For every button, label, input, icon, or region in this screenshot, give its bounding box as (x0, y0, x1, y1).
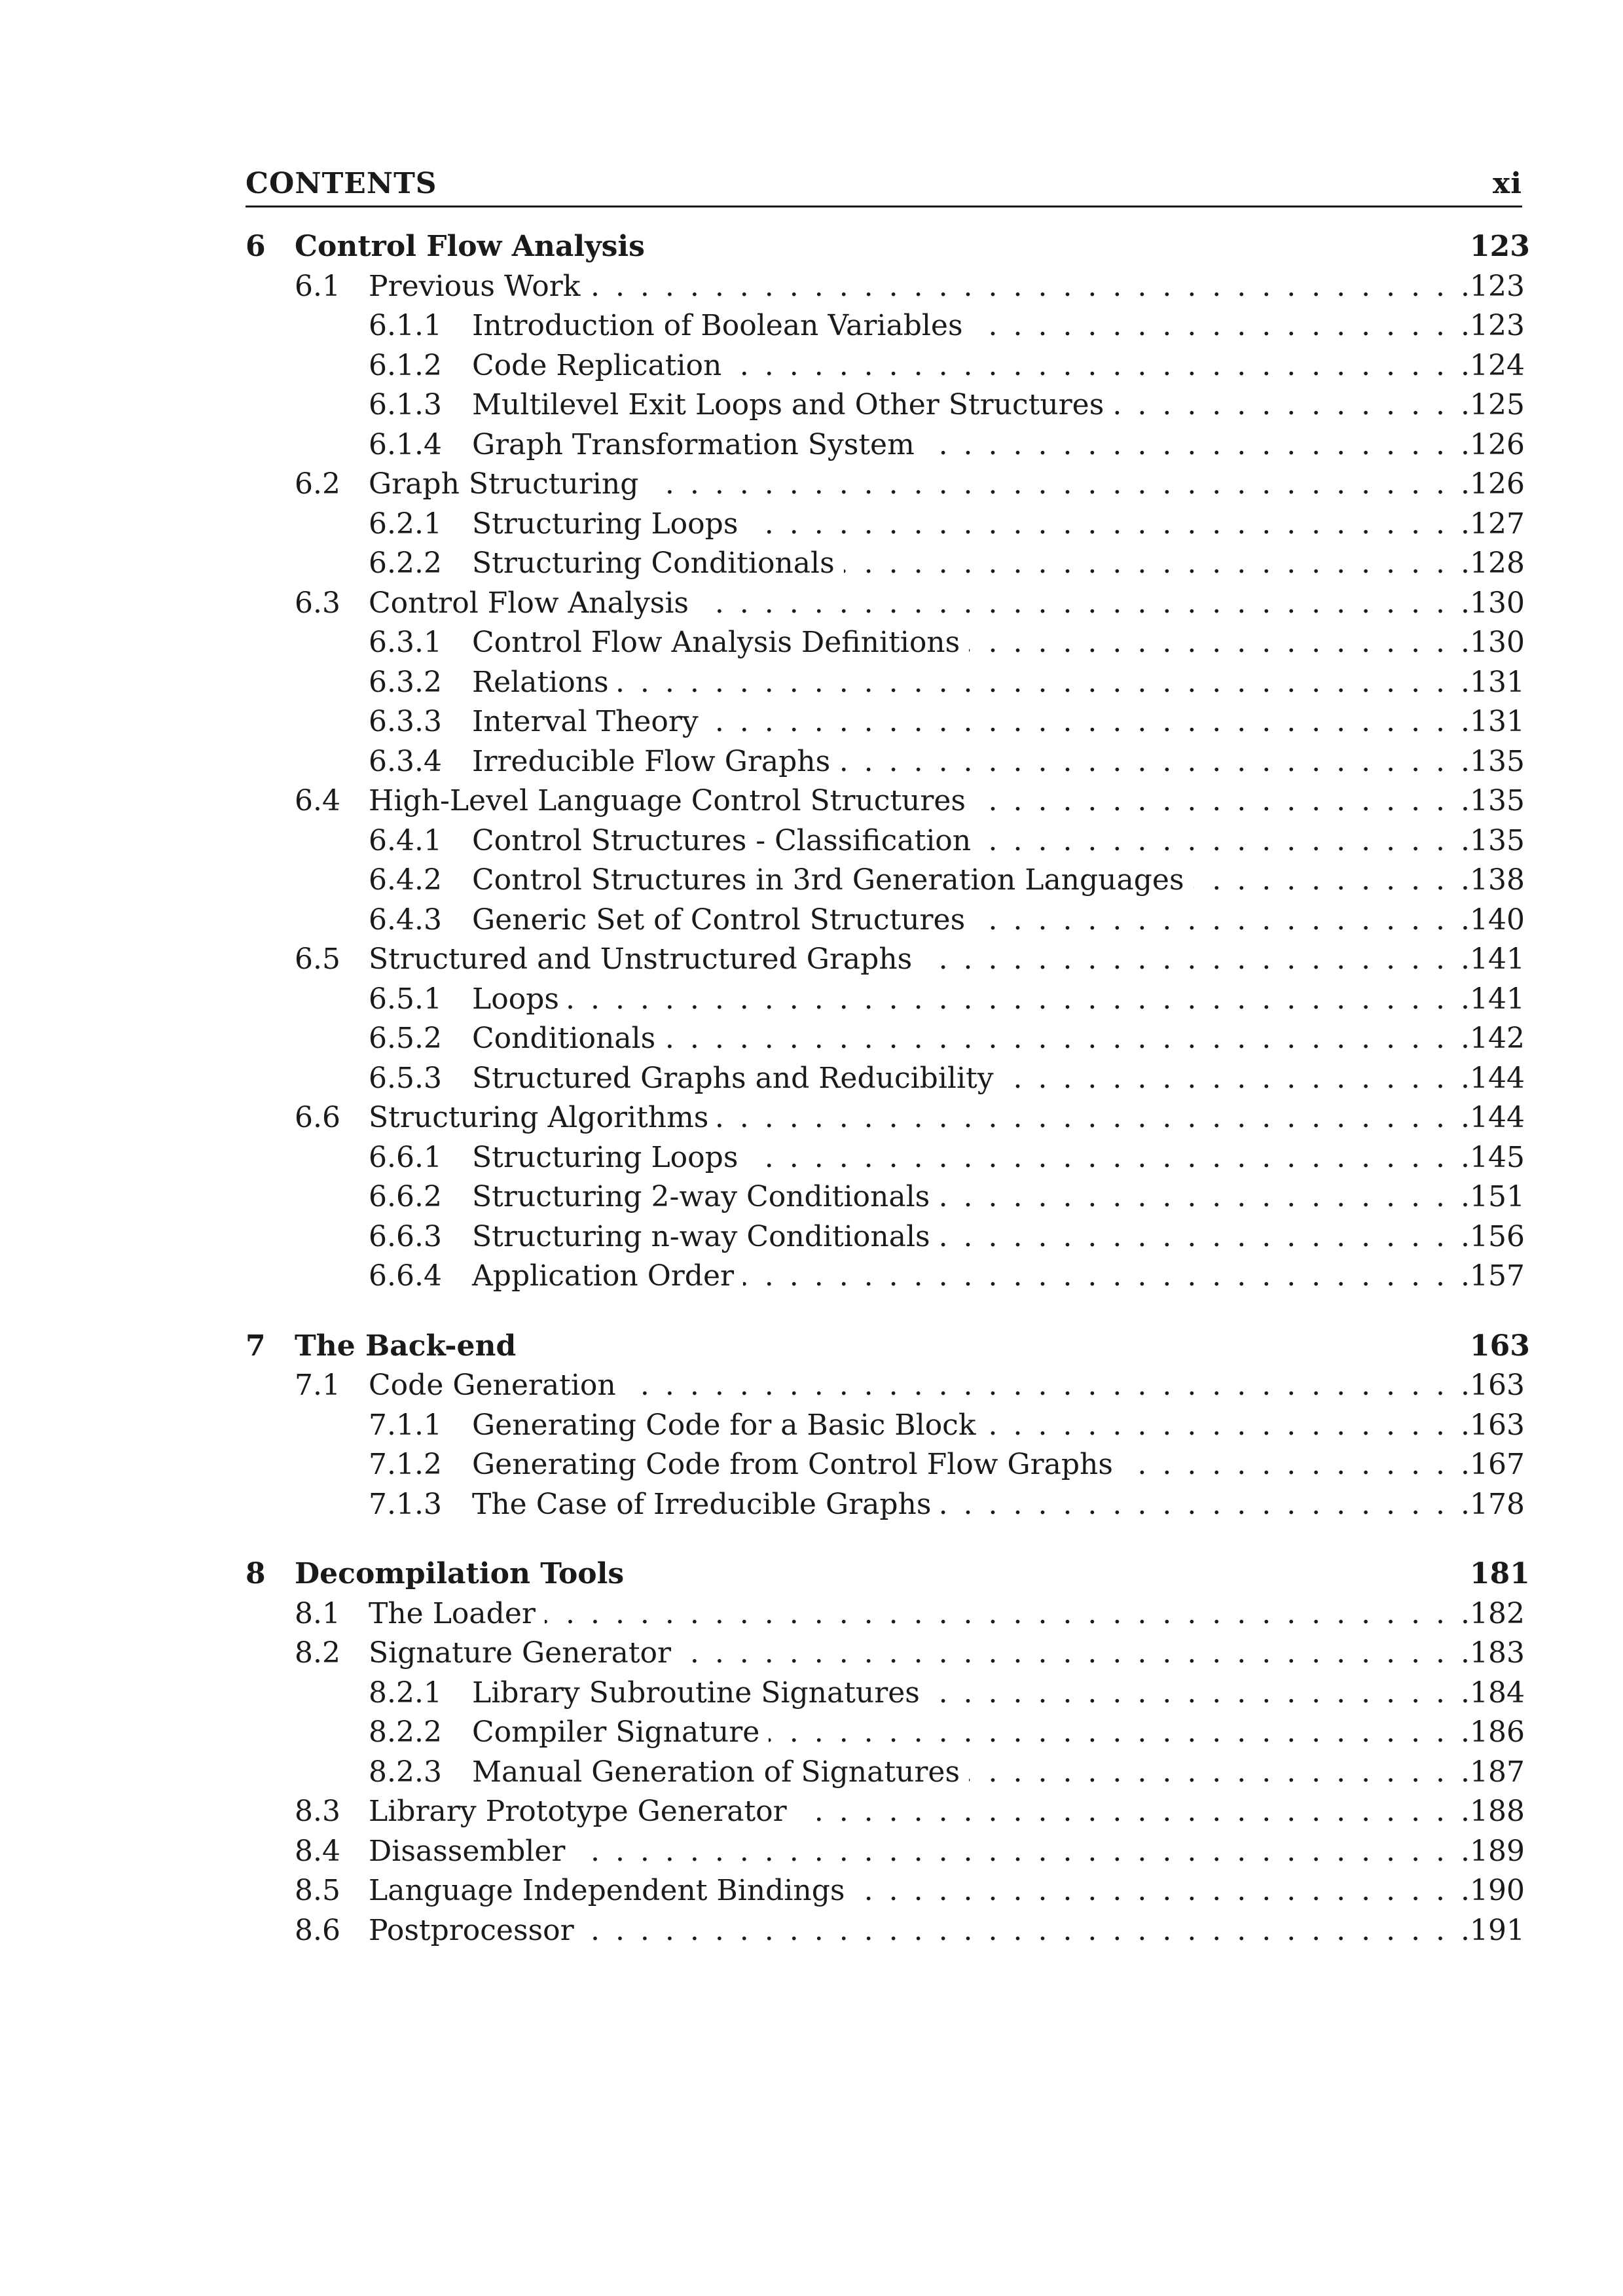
toc-entry-page: 163 (1470, 1408, 1525, 1442)
dot-leader (574, 1835, 1470, 1868)
dot-leader (665, 1022, 1470, 1055)
toc-entry-title: Structuring Algorithms (369, 1101, 709, 1134)
toc-entry-number: 6.3.3 (369, 705, 442, 738)
toc-entry-title: Control Structures in 3rd Generation Languages (472, 863, 1184, 897)
toc-entry-page: 124 (1470, 348, 1525, 382)
toc-section-entry (246, 1874, 1525, 1914)
toc-section-entry (246, 1636, 1525, 1676)
dot-leader (975, 784, 1470, 817)
dot-leader (972, 309, 1470, 342)
dot-leader (618, 666, 1470, 699)
toc-entry-number: 6.4.1 (369, 823, 442, 857)
dot-leader (980, 824, 1470, 857)
toc-entry-page: 126 (1470, 467, 1525, 501)
toc-entry-number: 8.3 (295, 1795, 340, 1828)
toc-entry-page: 140 (1470, 903, 1525, 937)
toc-entry-page: 130 (1470, 626, 1525, 659)
toc-entry-number: 6.6 (295, 1101, 340, 1134)
dot-leader (769, 1715, 1470, 1749)
dot-leader (796, 1795, 1470, 1828)
toc-section-entry (246, 467, 1525, 507)
toc-entry-number: 6.1 (295, 269, 340, 303)
toc-subsection-entry (246, 547, 1525, 586)
toc-entry-number: 6.4 (295, 784, 340, 817)
toc-entry-number: 6.6.2 (369, 1180, 442, 1213)
toc-entry-page: 142 (1470, 1022, 1525, 1055)
dot-leader (844, 547, 1470, 580)
toc-section-entry (246, 942, 1525, 982)
toc-entry-page: 123 (1470, 230, 1530, 263)
toc-entry-number: 8.2.2 (369, 1715, 442, 1749)
toc-entry-title: Library Prototype Generator (369, 1795, 787, 1828)
toc-chapter (246, 1329, 1530, 1528)
toc-entry-number: 8.5 (295, 1874, 340, 1907)
toc-subsection-entry (246, 1487, 1525, 1528)
dot-leader (1194, 863, 1470, 897)
toc-entry-number: 8.2.1 (369, 1676, 442, 1710)
toc-entry-page: 135 (1470, 744, 1525, 778)
toc-entry-number: 7.1.1 (369, 1408, 442, 1442)
toc-entry-number: 6.1.1 (369, 309, 442, 342)
toc-subsection-entry (246, 427, 1525, 468)
toc-entry-title: Language Independent Bindings (369, 1874, 845, 1907)
toc-subsection-entry (246, 507, 1525, 547)
toc-entry-number: 7.1.2 (369, 1448, 442, 1481)
page-number-roman: xi (1493, 167, 1522, 200)
toc-entry-title: Library Subroutine Signatures (472, 1676, 920, 1710)
toc-entry-number: 6.3.1 (369, 626, 442, 659)
dot-leader (731, 349, 1470, 382)
dot-leader (625, 1369, 1470, 1402)
toc-entry-page: 156 (1470, 1219, 1525, 1253)
toc-entry-number: 8.2.3 (369, 1755, 442, 1789)
toc-entry-title: Structuring Conditionals (472, 547, 835, 580)
toc-subsection-entry (246, 626, 1525, 666)
toc-entry-number: 8.6 (295, 1913, 340, 1947)
toc-section-entry (246, 1913, 1525, 1954)
toc-section-entry (246, 1101, 1525, 1141)
toc-subsection-entry (246, 388, 1525, 428)
toc-entry-title: Control Flow Analysis (369, 586, 689, 620)
toc-entry-number: 7.1.3 (369, 1487, 442, 1521)
toc-entry-title: Control Structures - Classification (472, 823, 972, 857)
dot-leader (718, 1101, 1470, 1134)
table-of-contents (246, 230, 1530, 1953)
toc-subsection-entry (246, 1755, 1525, 1795)
toc-subsection-entry (246, 982, 1525, 1022)
toc-entry-title: Structuring 2-way Conditionals (472, 1180, 930, 1213)
dot-leader (939, 1220, 1470, 1253)
dot-leader (568, 982, 1470, 1016)
toc-subsection-entry (246, 309, 1525, 349)
toc-subsection-entry (246, 665, 1525, 706)
toc-entry-page: 187 (1470, 1755, 1525, 1789)
toc-entry-page: 151 (1470, 1180, 1525, 1213)
toc-entry-title: Signature Generator (369, 1636, 672, 1670)
toc-entry-number: 6.6.4 (369, 1259, 442, 1293)
toc-subsection-entry (246, 1061, 1525, 1102)
page (246, 167, 1530, 1983)
dot-leader (743, 1259, 1470, 1293)
toc-entry-page: 138 (1470, 863, 1525, 897)
toc-entry-title: Generic Set of Control Structures (472, 903, 966, 937)
toc-chapter-entry (246, 1329, 1530, 1369)
toc-entry-title: Generating Code for a Basic Block (472, 1408, 976, 1442)
toc-entry-page: 190 (1470, 1874, 1525, 1907)
toc-chapter (246, 1557, 1530, 1953)
dot-leader (969, 1755, 1470, 1789)
toc-entry-title: Disassembler (369, 1834, 566, 1868)
toc-entry-title: Decompilation Tools (295, 1557, 625, 1590)
dot-leader (1122, 1448, 1470, 1481)
toc-entry-page: 125 (1470, 388, 1525, 422)
toc-entry-page: 186 (1470, 1715, 1525, 1749)
toc-entry-title: Irreducible Flow Graphs (472, 744, 831, 778)
toc-subsection-entry (246, 1180, 1525, 1220)
toc-entry-title: The Case of Irreducible Graphs (472, 1487, 932, 1521)
toc-entry-page: 145 (1470, 1140, 1525, 1174)
toc-subsection-entry (246, 863, 1525, 903)
dot-leader (974, 903, 1470, 937)
toc-entry-page: 123 (1470, 269, 1525, 303)
toc-subsection-entry (246, 1219, 1525, 1260)
toc-entry-number: 6.6.1 (369, 1140, 442, 1174)
toc-entry-number: 6.1.2 (369, 348, 442, 382)
toc-entry-number: 8 (246, 1557, 266, 1590)
running-head (246, 167, 1522, 207)
dot-leader (924, 428, 1470, 461)
toc-entry-number: 6.2 (295, 467, 340, 501)
toc-entry-title: Multilevel Exit Loops and Other Structures (472, 388, 1104, 422)
dot-leader (589, 270, 1470, 303)
toc-entry-page: 144 (1470, 1101, 1525, 1134)
toc-entry-number: 6.4.3 (369, 903, 442, 937)
toc-entry-title: Control Flow Analysis (295, 230, 645, 263)
toc-subsection-entry (246, 348, 1525, 389)
toc-entry-title: Structured and Unstructured Graphs (369, 942, 913, 976)
toc-entry-title: Interval Theory (472, 705, 699, 738)
toc-entry-page: 163 (1470, 1329, 1530, 1363)
dot-leader (854, 1874, 1470, 1907)
toc-entry-page: 131 (1470, 665, 1525, 699)
toc-entry-number: 6.6.3 (369, 1219, 442, 1253)
toc-entry-page: 131 (1470, 705, 1525, 738)
toc-entry-number: 8.2 (295, 1636, 340, 1670)
dot-leader (698, 586, 1470, 620)
toc-entry-page: 135 (1470, 784, 1525, 817)
toc-subsection-entry (246, 1715, 1525, 1755)
toc-entry-page: 181 (1470, 1557, 1530, 1590)
dot-leader (583, 1914, 1470, 1947)
dot-leader (647, 467, 1470, 501)
toc-chapter (246, 230, 1530, 1299)
toc-entry-number: 6.5.1 (369, 982, 442, 1016)
toc-subsection-entry (246, 1676, 1525, 1716)
toc-entry-number: 6.2.2 (369, 547, 442, 580)
toc-entry-page: 178 (1470, 1487, 1525, 1521)
dot-leader (839, 745, 1470, 778)
toc-entry-title: Previous Work (369, 269, 581, 303)
running-head-title: CONTENTS (246, 167, 437, 200)
toc-entry-title: Generating Code from Control Flow Graphs (472, 1448, 1113, 1481)
toc-entry-number: 6.3.4 (369, 744, 442, 778)
toc-entry-page: 127 (1470, 507, 1525, 541)
toc-entry-page: 191 (1470, 1913, 1525, 1947)
dot-leader (969, 626, 1470, 659)
dot-leader (985, 1408, 1470, 1442)
toc-entry-title: Graph Structuring (369, 467, 639, 501)
dot-leader (939, 1180, 1470, 1213)
toc-entry-page: 141 (1470, 982, 1525, 1016)
toc-entry-number: 6.3.2 (369, 665, 442, 699)
toc-subsection-entry (246, 744, 1525, 785)
toc-entry-number: 7 (246, 1329, 266, 1363)
toc-entry-page: 144 (1470, 1061, 1525, 1095)
toc-chapter-entry (246, 1557, 1530, 1597)
toc-section-entry (246, 586, 1525, 626)
toc-entry-page: 135 (1470, 823, 1525, 857)
toc-entry-title: Loops (472, 982, 559, 1016)
toc-entry-title: High-Level Language Control Structures (369, 784, 966, 817)
toc-entry-page: 184 (1470, 1676, 1525, 1710)
dot-leader (747, 1141, 1470, 1174)
toc-entry-page: 183 (1470, 1636, 1525, 1670)
toc-entry-title: Code Generation (369, 1369, 616, 1402)
toc-subsection-entry (246, 1408, 1525, 1448)
toc-entry-title: Postprocessor (369, 1913, 574, 1947)
toc-entry-number: 6 (246, 230, 266, 263)
toc-entry-title: Graph Transformation System (472, 427, 915, 461)
toc-subsection-entry (246, 1140, 1525, 1181)
toc-entry-number: 6.2.1 (369, 507, 442, 541)
toc-section-entry (246, 784, 1525, 824)
dot-leader (921, 942, 1470, 976)
toc-entry-page: 123 (1470, 309, 1525, 342)
toc-subsection-entry (246, 823, 1525, 864)
toc-entry-number: 7.1 (295, 1369, 340, 1402)
toc-entry-page: 167 (1470, 1448, 1525, 1481)
toc-entry-page: 126 (1470, 427, 1525, 461)
toc-entry-title: The Back-end (295, 1329, 517, 1363)
dot-leader (940, 1488, 1470, 1521)
dot-leader (545, 1597, 1470, 1630)
toc-entry-page: 130 (1470, 586, 1525, 620)
toc-entry-title: The Loader (369, 1596, 536, 1630)
toc-entry-number: 6.5.2 (369, 1022, 442, 1055)
toc-chapter-entry (246, 230, 1530, 270)
toc-subsection-entry (246, 1448, 1525, 1488)
toc-section-entry (246, 1795, 1525, 1835)
toc-entry-title: Structuring Loops (472, 507, 739, 541)
toc-entry-title: Control Flow Analysis Definitions (472, 626, 960, 659)
toc-entry-page: 141 (1470, 942, 1525, 976)
toc-entry-page: 128 (1470, 547, 1525, 580)
toc-section-entry (246, 1369, 1525, 1408)
toc-subsection-entry (246, 1022, 1525, 1062)
toc-entry-title: Structuring n-way Conditionals (472, 1219, 930, 1253)
toc-entry-title: Structuring Loops (472, 1140, 739, 1174)
toc-entry-title: Compiler Signature (472, 1715, 760, 1749)
dot-leader (680, 1636, 1470, 1670)
toc-entry-number: 6.5 (295, 942, 340, 976)
toc-entry-page: 189 (1470, 1834, 1525, 1868)
toc-entry-title: Application Order (472, 1259, 735, 1293)
toc-section-entry (246, 269, 1525, 310)
dot-leader (1003, 1062, 1470, 1095)
dot-leader (929, 1676, 1470, 1710)
toc-entry-page: 182 (1470, 1596, 1525, 1630)
toc-subsection-entry (246, 903, 1525, 943)
toc-entry-number: 6.5.3 (369, 1061, 442, 1095)
toc-entry-title: Code Replication (472, 348, 722, 382)
toc-subsection-entry (246, 1259, 1525, 1299)
toc-entry-title: Introduction of Boolean Variables (472, 309, 963, 342)
toc-entry-title: Structured Graphs and Reducibility (472, 1061, 994, 1095)
dot-leader (1113, 388, 1470, 422)
dot-leader (747, 507, 1470, 541)
toc-entry-number: 6.4.2 (369, 863, 442, 897)
toc-section-entry (246, 1834, 1525, 1874)
toc-entry-title: Relations (472, 665, 609, 699)
toc-entry-number: 6.3 (295, 586, 340, 620)
toc-entry-number: 6.1.4 (369, 427, 442, 461)
toc-entry-number: 8.1 (295, 1596, 340, 1630)
toc-entry-page: 163 (1470, 1369, 1525, 1402)
dot-leader (708, 705, 1470, 738)
toc-entry-page: 188 (1470, 1795, 1525, 1828)
toc-section-entry (246, 1596, 1525, 1637)
toc-entry-page: 157 (1470, 1259, 1525, 1293)
toc-entry-number: 6.1.3 (369, 388, 442, 422)
toc-entry-title: Manual Generation of Signatures (472, 1755, 960, 1789)
toc-entry-title: Conditionals (472, 1022, 656, 1055)
toc-entry-number: 8.4 (295, 1834, 340, 1868)
toc-subsection-entry (246, 705, 1525, 745)
